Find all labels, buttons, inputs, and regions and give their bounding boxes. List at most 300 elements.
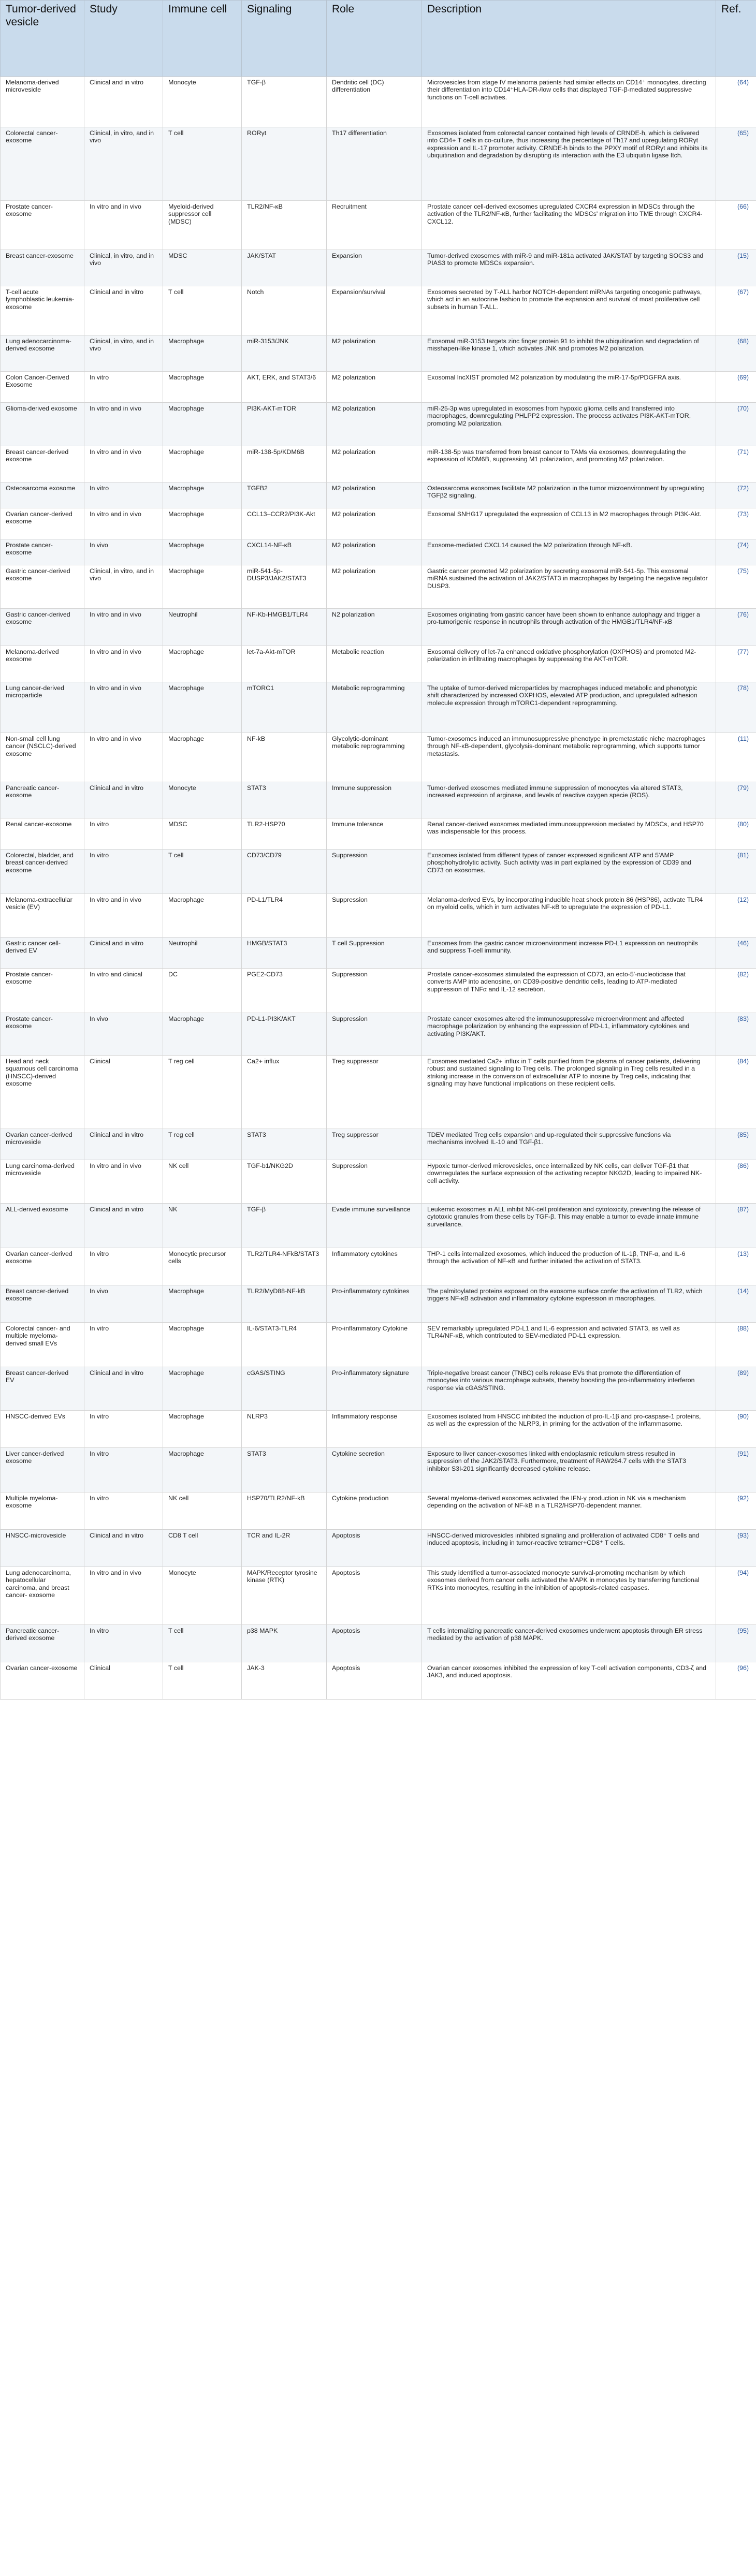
cell-signaling: IL-6/STAT3-TLR4 xyxy=(242,1323,327,1367)
table-row xyxy=(1,565,756,609)
cell-vesicle: Gastric cancer-derived exosome xyxy=(1,565,84,609)
cell-vesicle: Prostate cancer-exosome xyxy=(1,1013,84,1056)
cell-role: Pro-inflammatory signature xyxy=(327,1367,422,1411)
cell-study: In vitro xyxy=(84,1492,163,1530)
cell-study: In vitro xyxy=(84,1625,163,1662)
cell-role: Expansion/survival xyxy=(327,286,422,335)
table-row xyxy=(1,1567,756,1625)
cell-role: Metabolic reprogramming xyxy=(327,682,422,733)
cell-description: Exosomes isolated from HNSCC inhibited the induction of pro-IL-1β and pro-caspase-1 proteins, as well as the expression of the NLRP3, in priming for the activation of the inflammasome. xyxy=(422,1411,716,1448)
cell-study: Clinical, in vitro, and in vivo xyxy=(84,335,163,372)
cell-signaling: Ca2+ influx xyxy=(242,1056,327,1129)
cell-vesicle: Ovarian cancer-derived exosome xyxy=(1,508,84,539)
table-row xyxy=(1,938,756,969)
table-row xyxy=(1,1285,756,1323)
cell-role: Pro-inflammatory Cytokine xyxy=(327,1323,422,1367)
cell-role: Apoptosis xyxy=(327,1625,422,1662)
cell-ref[interactable]: (70) xyxy=(716,403,756,446)
cell-study: In vitro and in vivo xyxy=(84,201,163,250)
cell-ref[interactable]: (69) xyxy=(716,372,756,403)
cell-ref[interactable]: (82) xyxy=(716,969,756,1013)
cell-role: Cytokine secretion xyxy=(327,1448,422,1492)
cell-ref[interactable]: (74) xyxy=(716,539,756,565)
cell-study: Clinical and in vitro xyxy=(84,77,163,127)
cell-study: In vitro and in vivo xyxy=(84,1160,163,1204)
cell-study: In vivo xyxy=(84,1013,163,1056)
cell-study: Clinical and in vitro xyxy=(84,1204,163,1248)
cell-ref[interactable]: (67) xyxy=(716,286,756,335)
table-row xyxy=(1,682,756,733)
cell-signaling: TGF-β xyxy=(242,77,327,127)
header-description: Description xyxy=(422,1,716,77)
cell-description: T cells internalizing pancreatic cancer-derived exosomes underwent apoptosis through ER stress mediated by the activation of p38 MAPK. xyxy=(422,1625,716,1662)
cell-description: The palmitoylated proteins exposed on the exosome surface confer the activation of TLR2, which triggers NF-κB activation and inflammatory cytokine expression in macrophages. xyxy=(422,1285,716,1323)
cell-ref[interactable]: (93) xyxy=(716,1530,756,1567)
cell-vesicle: Breast cancer-derived exosome xyxy=(1,446,84,482)
cell-ref[interactable]: (90) xyxy=(716,1411,756,1448)
cell-role: M2 polarization xyxy=(327,335,422,372)
cell-vesicle: Ovarian cancer-derived microvesicle xyxy=(1,1129,84,1160)
cell-immune-cell: Myeloid-derived suppressor cell (MDSC) xyxy=(163,201,242,250)
cell-role: Suppression xyxy=(327,1013,422,1056)
cell-description: Exposure to liver cancer-exosomes linked with endoplasmic reticulum stress resulted in suppression of the JAK2/STAT3. Furthermore, treatment of RAW264.7 cells with the STAT3 inhibitor S3I-201 significantly decreased cytokine release. xyxy=(422,1448,716,1492)
cell-vesicle: Liver cancer-derived exosome xyxy=(1,1448,84,1492)
cell-immune-cell: MDSC xyxy=(163,818,242,850)
cell-signaling: STAT3 xyxy=(242,1129,327,1160)
cell-signaling: CD73/CD79 xyxy=(242,850,327,894)
cell-description: HNSCC-derived microvesicles inhibited signaling and proliferation of activated CD8⁺ T cells and induced apoptosis, including in tumor-reactive tetramer+CD8⁺ T cells. xyxy=(422,1530,716,1567)
cell-immune-cell: NK cell xyxy=(163,1492,242,1530)
table-row xyxy=(1,1013,756,1056)
cell-role: Expansion xyxy=(327,250,422,286)
cell-description: Ovarian cancer exosomes inhibited the expression of key T-cell activation components, CD3-ζ and JAK3, and induced apoptosis. xyxy=(422,1662,716,1700)
cell-role: Evade immune surveillance xyxy=(327,1204,422,1248)
cell-immune-cell: T cell xyxy=(163,286,242,335)
cell-signaling: STAT3 xyxy=(242,1448,327,1492)
table-row xyxy=(1,127,756,201)
table-row xyxy=(1,446,756,482)
cell-role: T cell Suppression xyxy=(327,938,422,969)
cell-vesicle: Melanoma-derived microvesicle xyxy=(1,77,84,127)
table-row xyxy=(1,1056,756,1129)
cell-role: Dendritic cell (DC) differentiation xyxy=(327,77,422,127)
cell-immune-cell: Macrophage xyxy=(163,1367,242,1411)
cell-signaling: JAK-3 xyxy=(242,1662,327,1700)
cell-study: Clinical and in vitro xyxy=(84,938,163,969)
cell-description: Leukemic exosomes in ALL inhibit NK-cell proliferation and cytotoxicity, preventing the release of cytotoxic granules from these cells by TGF-β. This may enable a tumor to evade innate immune surveillance. xyxy=(422,1204,716,1248)
cell-vesicle: Gastric cancer cell-derived EV xyxy=(1,938,84,969)
cell-immune-cell: T reg cell xyxy=(163,1129,242,1160)
cell-role: Treg suppressor xyxy=(327,1056,422,1129)
cell-immune-cell: Macrophage xyxy=(163,539,242,565)
cell-role: M2 polarization xyxy=(327,403,422,446)
cell-signaling: CCL13–CCR2/PI3K-Akt xyxy=(242,508,327,539)
cell-study: In vitro xyxy=(84,1411,163,1448)
cell-description: Tumor-derived exosomes mediated immune suppression of monocytes via altered STAT3, increased expression of arginase, and levels of reactive oxygen specie (ROS). xyxy=(422,782,716,818)
table-row xyxy=(1,1625,756,1662)
table-row xyxy=(1,1662,756,1700)
table-body xyxy=(1,77,756,1700)
cell-description: Hypoxic tumor-derived microvesicles, once internalized by NK cells, can deliver TGF-β1 that downregulates the surface expression of the activating receptor NKG2D, leading to impaired NK-cell activity. xyxy=(422,1160,716,1204)
table-row xyxy=(1,250,756,286)
table-row xyxy=(1,482,756,508)
cell-vesicle: Breast cancer-exosome xyxy=(1,250,84,286)
cell-ref[interactable]: (80) xyxy=(716,818,756,850)
cell-study: In vitro and in vivo xyxy=(84,403,163,446)
cell-study: In vitro xyxy=(84,850,163,894)
cell-study: In vitro xyxy=(84,372,163,403)
cell-study: Clinical and in vitro xyxy=(84,1530,163,1567)
cell-description: miR-25-3p was upregulated in exosomes from hypoxic glioma cells and transferred into macrophages, downregulating PHLPP2 expression. The process activates PI3K-AKT-mTOR, promoting M2 polarization. xyxy=(422,403,716,446)
cell-ref[interactable]: (76) xyxy=(716,609,756,646)
cell-ref[interactable]: (81) xyxy=(716,850,756,894)
cell-signaling: TGF-b1/NKG2D xyxy=(242,1160,327,1204)
cell-study: Clinical, in vitro, and in vivo xyxy=(84,127,163,201)
cell-vesicle: T-cell acute lymphoblastic leukemia-exosome xyxy=(1,286,84,335)
cell-vesicle: Lung adenocarcinoma, hepatocellular carcinoma, and breast cancer- exosome xyxy=(1,1567,84,1625)
cell-role: Immune suppression xyxy=(327,782,422,818)
header-role: Role xyxy=(327,1,422,77)
cell-signaling: TLR2-HSP70 xyxy=(242,818,327,850)
table-row xyxy=(1,539,756,565)
cell-vesicle: Prostate cancer-exosome xyxy=(1,969,84,1013)
cell-study: Clinical and in vitro xyxy=(84,782,163,818)
cell-vesicle: Pancreatic cancer-exosome xyxy=(1,782,84,818)
cell-signaling: cGAS/STING xyxy=(242,1367,327,1411)
cell-description: Exosomes secreted by T-ALL harbor NOTCH-dependent miRNAs targeting oncogenic pathways, which act in an autocrine fashion to promote the expansion and survival of most proliferative cell subsets in human T-ALL. xyxy=(422,286,716,335)
cell-ref[interactable]: (14) xyxy=(716,1285,756,1323)
cell-signaling: PD-L1-PI3K/AKT xyxy=(242,1013,327,1056)
cell-signaling: TCR and IL-2R xyxy=(242,1530,327,1567)
cell-signaling: STAT3 xyxy=(242,782,327,818)
cell-signaling: NF-kB xyxy=(242,733,327,782)
cell-study: In vitro and in vivo xyxy=(84,733,163,782)
cell-ref[interactable]: (15) xyxy=(716,250,756,286)
cell-immune-cell: NK cell xyxy=(163,1160,242,1204)
cell-ref[interactable]: (65) xyxy=(716,127,756,201)
cell-vesicle: Lung carcinoma-derived microvesicle xyxy=(1,1160,84,1204)
cell-vesicle: HNSCC-derived EVs xyxy=(1,1411,84,1448)
cell-vesicle: Gastric cancer-derived exosome xyxy=(1,609,84,646)
cell-description: Several myeloma-derived exosomes activated the IFN-γ production in NK via a mechanism depending on the activation of NF-kB in a TLR2/HSP70-dependent manner. xyxy=(422,1492,716,1530)
cell-description: Exosomes isolated from colorectal cancer contained high levels of CRNDE-h, which is delivered into CD4+ T cells in co-culture, thus increasing the percentage of Th17 and upregulating RORγt expression and IL-17 promoter activity. CRNDE-h binds to the PPXY motif of RORγt and inhibits its ubiquitination and degradation by disrupting its interaction with the E3 ubiquitin ligase Itch. xyxy=(422,127,716,201)
cell-description: Exosomal lncXIST promoted M2 polarization by modulating the miR-17-5p/PDGFRA axis. xyxy=(422,372,716,403)
cell-signaling: HMGB/STAT3 xyxy=(242,938,327,969)
cell-vesicle: Pancreatic cancer-derived exosome xyxy=(1,1625,84,1662)
table-row xyxy=(1,1129,756,1160)
cell-role: M2 polarization xyxy=(327,372,422,403)
cell-signaling: TLR2/MyD88-NF-kB xyxy=(242,1285,327,1323)
cell-ref[interactable]: (12) xyxy=(716,894,756,938)
cell-immune-cell: DC xyxy=(163,969,242,1013)
table-row xyxy=(1,335,756,372)
cell-study: In vitro and in vivo xyxy=(84,609,163,646)
table-row xyxy=(1,818,756,850)
cell-role: Suppression xyxy=(327,894,422,938)
cell-description: Exosome-mediated CXCL14 caused the M2 polarization through NF-κB. xyxy=(422,539,716,565)
cell-ref[interactable]: (77) xyxy=(716,646,756,682)
cell-signaling: NLRP3 xyxy=(242,1411,327,1448)
cell-vesicle: HNSCC-microvesicle xyxy=(1,1530,84,1567)
cell-ref[interactable]: (89) xyxy=(716,1367,756,1411)
cell-immune-cell: Macrophage xyxy=(163,1448,242,1492)
cell-study: In vitro and in vivo xyxy=(84,1567,163,1625)
cell-description: This study identified a tumor-associated monocyte survival-promoting mechanism by which exosomes derived from cancer cells activated the MAPK in monocytes by transferring functional RTKs into monocytes, resulting in the inhibition of apoptosis-related caspases. xyxy=(422,1567,716,1625)
cell-immune-cell: Monocyte xyxy=(163,1567,242,1625)
cell-study: Clinical, in vitro, and in vivo xyxy=(84,250,163,286)
cell-description: Exosomes from the gastric cancer microenvironment increase PD-L1 expression on neutrophils and suppress T-cell immunity. xyxy=(422,938,716,969)
cell-ref[interactable]: (95) xyxy=(716,1625,756,1662)
header-study: Study xyxy=(84,1,163,77)
cell-role: Treg suppressor xyxy=(327,1129,422,1160)
cell-study: In vitro and in vivo xyxy=(84,446,163,482)
cell-signaling: miR-3153/JNK xyxy=(242,335,327,372)
cell-description: Gastric cancer promoted M2 polarization by secreting exosomal miR-541-5p. This exosomal miRNA sustained the activation of JAK2/STAT3 in macrophages by targeting the negative regulator DUSP3. xyxy=(422,565,716,609)
cell-immune-cell: MDSC xyxy=(163,250,242,286)
cell-role: M2 polarization xyxy=(327,539,422,565)
cell-immune-cell: Macrophage xyxy=(163,508,242,539)
table-row xyxy=(1,1530,756,1567)
cell-ref[interactable]: (84) xyxy=(716,1056,756,1129)
cell-vesicle: Ovarian cancer-exosome xyxy=(1,1662,84,1700)
cell-signaling: TGFB2 xyxy=(242,482,327,508)
cell-description: Exosomes originating from gastric cancer have been shown to enhance autophagy and trigger a pro-tumorigenic response in neutrophils through activation of the HMGB1/TLR4/NF-κB xyxy=(422,609,716,646)
cell-ref[interactable]: (94) xyxy=(716,1567,756,1625)
cell-role: Recruitment xyxy=(327,201,422,250)
header-vesicle: Tumor-derived vesicle xyxy=(1,1,84,77)
cell-role: Pro-inflammatory cytokines xyxy=(327,1285,422,1323)
header-signaling: Signaling xyxy=(242,1,327,77)
cell-signaling: CXCL14-NF-κB xyxy=(242,539,327,565)
cell-role: N2 polarization xyxy=(327,609,422,646)
cell-study: In vitro and in vivo xyxy=(84,682,163,733)
cell-ref[interactable]: (64) xyxy=(716,77,756,127)
cell-signaling: AKT, ERK, and STAT3/6 xyxy=(242,372,327,403)
cell-signaling: TLR2/NF-κB xyxy=(242,201,327,250)
cell-signaling: mTORC1 xyxy=(242,682,327,733)
cell-signaling: Notch xyxy=(242,286,327,335)
cell-study: In vitro and in vivo xyxy=(84,508,163,539)
table-row xyxy=(1,969,756,1013)
cell-role: Suppression xyxy=(327,1160,422,1204)
cell-ref[interactable]: (79) xyxy=(716,782,756,818)
cell-description: Exosomal SNHG17 upregulated the expression of CCL13 in M2 macrophages through PI3K-Akt. xyxy=(422,508,716,539)
cell-role: Th17 differentiation xyxy=(327,127,422,201)
cell-ref[interactable]: (85) xyxy=(716,1129,756,1160)
cell-description: Prostate cancer cell-derived exosomes upregulated CXCR4 expression in MDSCs through the activation of the TLR2/NF-κB, further facilitating the MDSCs' migration into TME through CXCR4-CXCL12. xyxy=(422,201,716,250)
table-row xyxy=(1,201,756,250)
cell-ref[interactable]: (91) xyxy=(716,1448,756,1492)
cell-signaling: HSP70/TLR2/NF-kB xyxy=(242,1492,327,1530)
cell-vesicle: Colorectal, bladder, and breast cancer-derived exosome xyxy=(1,850,84,894)
cell-description: Exosomes mediated Ca2+ influx in T cells purified from the plasma of cancer patients, delivering robust and sustained signaling to Treg cells. The prolonged signaling in Treg cells resulted in a striking increase in the conversion of extracellular ATP to inosine by Treg cells, indicating that signaling may have functional implications on these recipient cells. xyxy=(422,1056,716,1129)
cell-vesicle: Renal cancer-exosome xyxy=(1,818,84,850)
cell-role: Apoptosis xyxy=(327,1530,422,1567)
cell-immune-cell: Macrophage xyxy=(163,1323,242,1367)
cell-vesicle: Lung adenocarcinoma-derived exosome xyxy=(1,335,84,372)
cell-study: Clinical and in vitro xyxy=(84,1129,163,1160)
cell-ref[interactable]: (96) xyxy=(716,1662,756,1700)
cell-role: Apoptosis xyxy=(327,1662,422,1700)
cell-role: Cytokine production xyxy=(327,1492,422,1530)
cell-immune-cell: Macrophage xyxy=(163,682,242,733)
cell-immune-cell: Macrophage xyxy=(163,646,242,682)
cell-vesicle: Non-small cell lung cancer (NSCLC)-derived exosome xyxy=(1,733,84,782)
cell-study: In vitro and in vivo xyxy=(84,894,163,938)
cell-vesicle: Breast cancer-derived exosome xyxy=(1,1285,84,1323)
cell-ref[interactable]: (88) xyxy=(716,1323,756,1367)
cell-description: Exosomes isolated from different types of cancer expressed significant ATP and 5'AMP phosphohydrolytic activity. Such activity was in part explained by the expression of CD39 and CD73 on exosomes. xyxy=(422,850,716,894)
cell-vesicle: Head and neck squamous cell carcinoma (HNSCC)-derived exosome xyxy=(1,1056,84,1129)
cell-immune-cell: Macrophage xyxy=(163,565,242,609)
table-row xyxy=(1,609,756,646)
cell-role: Apoptosis xyxy=(327,1567,422,1625)
cell-vesicle: Lung cancer-derived microparticle xyxy=(1,682,84,733)
cell-role: Immune tolerance xyxy=(327,818,422,850)
cell-role: Suppression xyxy=(327,969,422,1013)
cell-description: Prostate cancer-exosomes stimulated the expression of CD73, an ecto-5'-nucleotidase that converts AMP into adenosine, on CD39-positive dendritic cells, leading to ATP-mediated suppression of TNFα and IL-12 secretion. xyxy=(422,969,716,1013)
cell-signaling: PGE2-CD73 xyxy=(242,969,327,1013)
cell-study: In vitro and clinical xyxy=(84,969,163,1013)
cell-study: In vitro and in vivo xyxy=(84,646,163,682)
table-row xyxy=(1,1323,756,1367)
cell-ref[interactable]: (11) xyxy=(716,733,756,782)
cell-ref[interactable]: (78) xyxy=(716,682,756,733)
cell-immune-cell: Macrophage xyxy=(163,446,242,482)
table-row xyxy=(1,1367,756,1411)
cell-study: In vitro xyxy=(84,1323,163,1367)
cell-ref[interactable]: (68) xyxy=(716,335,756,372)
cell-study: In vitro xyxy=(84,818,163,850)
cell-vesicle: Melanoma-derived exosome xyxy=(1,646,84,682)
cell-ref[interactable]: (13) xyxy=(716,1248,756,1285)
cell-immune-cell: NK xyxy=(163,1204,242,1248)
cell-signaling: TGF-β xyxy=(242,1204,327,1248)
cell-signaling: let-7a-Akt-mTOR xyxy=(242,646,327,682)
cell-signaling: miR-138-5p/KDM6B xyxy=(242,446,327,482)
cell-immune-cell: T cell xyxy=(163,127,242,201)
cell-description: SEV remarkably upregulated PD-L1 and IL-6 expression and activated STAT3, as well as TLR4/NF-κB, which contributed to SEV-mediated PD-L1 expression. xyxy=(422,1323,716,1367)
cell-vesicle: Ovarian cancer-derived exosome xyxy=(1,1248,84,1285)
cell-description: Renal cancer-derived exosomes mediated immunosuppression mediated by MDSCs, and HSP70 was indispensable for this process. xyxy=(422,818,716,850)
cell-signaling: RORγt xyxy=(242,127,327,201)
cell-immune-cell: T cell xyxy=(163,1662,242,1700)
cell-description: The uptake of tumor-derived microparticles by macrophages induced metabolic and phenotypic shift characterized by increased OXPHOS, elevated ATP production, and upregulated adhesion molecule expression through mTORC1-dependent reprogramming. xyxy=(422,682,716,733)
cell-ref[interactable]: (66) xyxy=(716,201,756,250)
cell-study: In vitro xyxy=(84,482,163,508)
cell-ref[interactable]: (83) xyxy=(716,1013,756,1056)
cell-vesicle: Colorectal cancer-exosome xyxy=(1,127,84,201)
table-row xyxy=(1,1160,756,1204)
cell-description: Tumor-derived exosomes with miR-9 and miR-181a activated JAK/STAT by targeting SOCS3 and PIAS3 to promote MDSCs expansion. xyxy=(422,250,716,286)
table-row xyxy=(1,77,756,127)
cell-immune-cell: CD8 T cell xyxy=(163,1530,242,1567)
table-row xyxy=(1,286,756,335)
cell-vesicle: Colon Cancer-Derived Exosome xyxy=(1,372,84,403)
cell-immune-cell: T reg cell xyxy=(163,1056,242,1129)
cell-immune-cell: Macrophage xyxy=(163,372,242,403)
cell-description: Melanoma-derived EVs, by incorporating inducible heat shock protein 86 (HSP86), activate TLR4 on myeloid cells, which in turn activates NF-κB to upregulate the expression of PD-L1. xyxy=(422,894,716,938)
cell-immune-cell: Macrophage xyxy=(163,335,242,372)
cell-ref[interactable]: (73) xyxy=(716,508,756,539)
header-immune-cell: Immune cell xyxy=(163,1,242,77)
cell-description: Exosomal miR-3153 targets zinc finger protein 91 to inhibit the ubiquitination and degradation of misshapen-like kinase 1, which activates JNK and promotes M2 polarization. xyxy=(422,335,716,372)
cell-immune-cell: Macrophage xyxy=(163,1285,242,1323)
cell-role: Glycolytic-dominant metabolic reprogramming xyxy=(327,733,422,782)
cell-immune-cell: Monocyte xyxy=(163,782,242,818)
cell-ref[interactable]: (46) xyxy=(716,938,756,969)
cell-role: Metabolic reaction xyxy=(327,646,422,682)
cell-immune-cell: T cell xyxy=(163,1625,242,1662)
cell-signaling: p38 MAPK xyxy=(242,1625,327,1662)
cell-ref[interactable]: (75) xyxy=(716,565,756,609)
table-row xyxy=(1,646,756,682)
table-row xyxy=(1,372,756,403)
cell-study: In vitro xyxy=(84,1248,163,1285)
cell-study: Clinical xyxy=(84,1056,163,1129)
cell-role: Inflammatory response xyxy=(327,1411,422,1448)
table-row xyxy=(1,1411,756,1448)
cell-immune-cell: Macrophage xyxy=(163,733,242,782)
cell-immune-cell: Macrophage xyxy=(163,403,242,446)
table-row xyxy=(1,403,756,446)
cell-signaling: NF-Kb-HMGB1/TLR4 xyxy=(242,609,327,646)
table-row xyxy=(1,1248,756,1285)
cell-ref[interactable]: (86) xyxy=(716,1160,756,1204)
cell-description: Tumor-exosomes induced an immunosuppressive phenotype in premetastatic niche macrophages through NF-κB-dependent, glycolysis-dominant metabolic reprogramming, which supports tumor metastasis. xyxy=(422,733,716,782)
cell-study: In vivo xyxy=(84,539,163,565)
cell-study: In vivo xyxy=(84,1285,163,1323)
cell-ref[interactable]: (87) xyxy=(716,1204,756,1248)
table-row xyxy=(1,508,756,539)
cell-vesicle: Glioma-derived exosome xyxy=(1,403,84,446)
table-row xyxy=(1,1448,756,1492)
cell-role: M2 polarization xyxy=(327,508,422,539)
cell-study: Clinical, in vitro, and in vivo xyxy=(84,565,163,609)
table-row xyxy=(1,1492,756,1530)
cell-immune-cell: T cell xyxy=(163,850,242,894)
cell-ref[interactable]: (72) xyxy=(716,482,756,508)
cell-study: Clinical xyxy=(84,1662,163,1700)
cell-immune-cell: Monocytic precursor cells xyxy=(163,1248,242,1285)
cell-ref[interactable]: (71) xyxy=(716,446,756,482)
header-row xyxy=(1,1,756,77)
cell-signaling: JAK/STAT xyxy=(242,250,327,286)
cell-description: Prostate cancer exosomes altered the immunosuppressive microenvironment and affected macrophage polarization by enhancing the expression of PD-L1, inflammatory cytokines and activating PI3K/AKT. xyxy=(422,1013,716,1056)
cell-vesicle: Colorectal cancer- and multiple myeloma-derived small EVs xyxy=(1,1323,84,1367)
cell-signaling: PD-L1/TLR4 xyxy=(242,894,327,938)
cell-description: THP-1 cells internalized exosomes, which induced the production of IL-1β, TNF-α, and IL-6 through the activation of NF-κB and further initiated the activation of STAT3. xyxy=(422,1248,716,1285)
cell-signaling: TLR2/TLR4-NFkB/STAT3 xyxy=(242,1248,327,1285)
cell-role: Suppression xyxy=(327,850,422,894)
table-row xyxy=(1,782,756,818)
cell-vesicle: Prostate cancer-exosome xyxy=(1,539,84,565)
cell-signaling: MAPK/Receptor tyrosine kinase (RTK) xyxy=(242,1567,327,1625)
cell-vesicle: Breast cancer-derived EV xyxy=(1,1367,84,1411)
cell-ref[interactable]: (92) xyxy=(716,1492,756,1530)
cell-description: Osteosarcoma exosomes facilitate M2 polarization in the tumor microenvironment by upregulating TGFβ2 signaling. xyxy=(422,482,716,508)
cell-role: M2 polarization xyxy=(327,565,422,609)
cell-study: Clinical and in vitro xyxy=(84,1367,163,1411)
cell-immune-cell: Monocyte xyxy=(163,77,242,127)
cell-role: M2 polarization xyxy=(327,482,422,508)
header-ref: Ref. xyxy=(716,1,756,77)
cell-immune-cell: Macrophage xyxy=(163,482,242,508)
cell-description: Triple-negative breast cancer (TNBC) cells release EVs that promote the differentiation of monocytes into various macrophage subsets, thereby boosting the pro-inflammatory interferon response via cGAS/STING. xyxy=(422,1367,716,1411)
table-row xyxy=(1,733,756,782)
cell-description: miR-138-5p was transferred from breast cancer to TAMs via exosomes, downregulating the expression of KDM6B, suppressing M1 polarization, and promoting M2 polarization. xyxy=(422,446,716,482)
table-row xyxy=(1,850,756,894)
